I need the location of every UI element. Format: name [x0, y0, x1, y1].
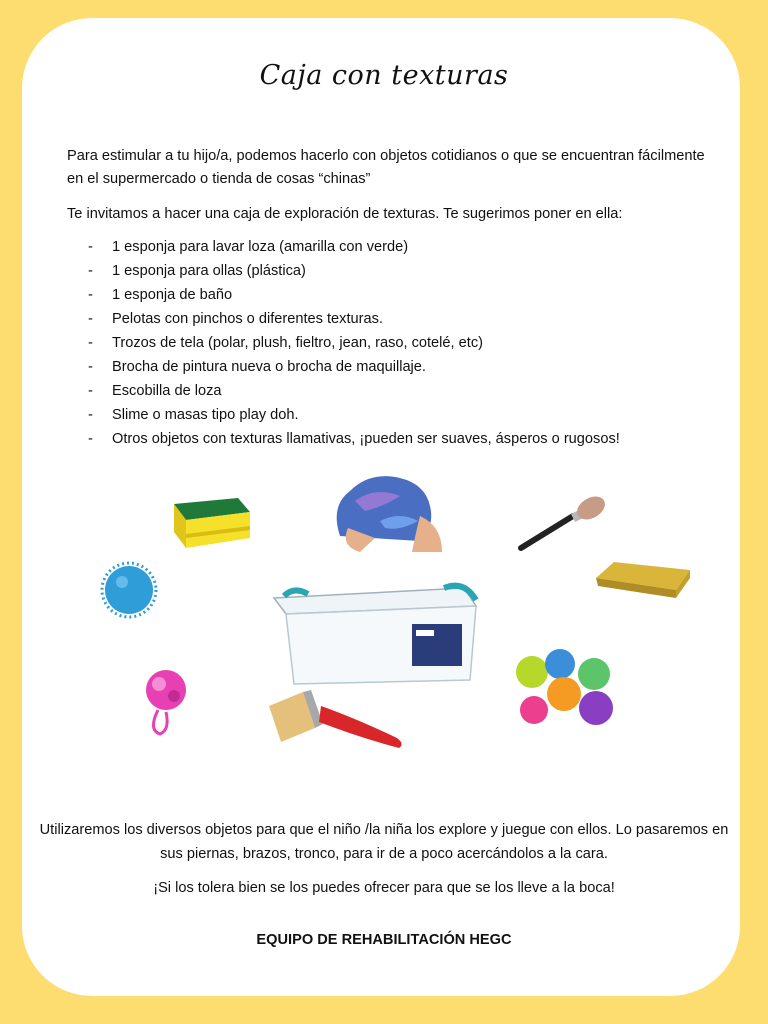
list-item: - 1 esponja para lavar loza (amarilla con verde) — [88, 239, 409, 255]
makeup-brush-image — [515, 492, 607, 554]
list-item: - Pelotas con pinchos o diferentes texturas. — [88, 311, 383, 327]
list-item: - Escobilla de loza — [88, 383, 222, 399]
items-list — [88, 235, 620, 451]
list-item: - Slime o masas tipo play doh. — [88, 407, 299, 423]
list-item: - Otros objetos con texturas llamativas, ¡pueden ser suaves, ásperos o rugosos! — [88, 431, 620, 447]
footer-signature: EQUIPO DE REHABILITACIÓN HEGC — [256, 932, 512, 948]
paint-brush-image — [265, 688, 407, 752]
dish-sponge-image — [170, 482, 254, 550]
spiky-ball-image — [100, 560, 158, 620]
page-title: Caja con texturas — [259, 60, 509, 91]
texture-balls-image — [510, 648, 616, 748]
closing-paragraph: Utilizaremos los diversos objetos para que el niño /la niña los explore y juegue con ellos. Lo pasaremos en sus piernas, brazos, tronco, para ir de a poco acercándolos a la cara. — [39, 822, 729, 862]
closing-highlight: ¡Si los tolera bien se los puedes ofrecer para que se los lleve a la boca! — [153, 880, 615, 896]
intro-paragraph: Para estimular a tu hijo/a, podemos hacerlo con objetos cotidianos o que se encuentran fácilmente en el supermercado o tienda de cosas “chinas” — [67, 148, 705, 187]
slime-hands-image — [330, 466, 445, 554]
bath-sponge-image — [146, 660, 188, 740]
scrubber-sponge-image — [590, 556, 694, 602]
invite-paragraph: Te invitamos a hacer una caja de exploración de texturas. Te sugerimos poner en ella: — [67, 206, 623, 222]
list-item: - 1 esponja para ollas (plástica) — [88, 263, 306, 279]
plastic-box-image — [264, 580, 479, 688]
list-item: - 1 esponja de baño — [88, 287, 233, 303]
list-item: - Brocha de pintura nueva o brocha de maquillaje. — [88, 359, 426, 375]
list-item: - Trozos de tela (polar, plush, fieltro, jean, raso, cotelé, etc) — [88, 335, 483, 351]
